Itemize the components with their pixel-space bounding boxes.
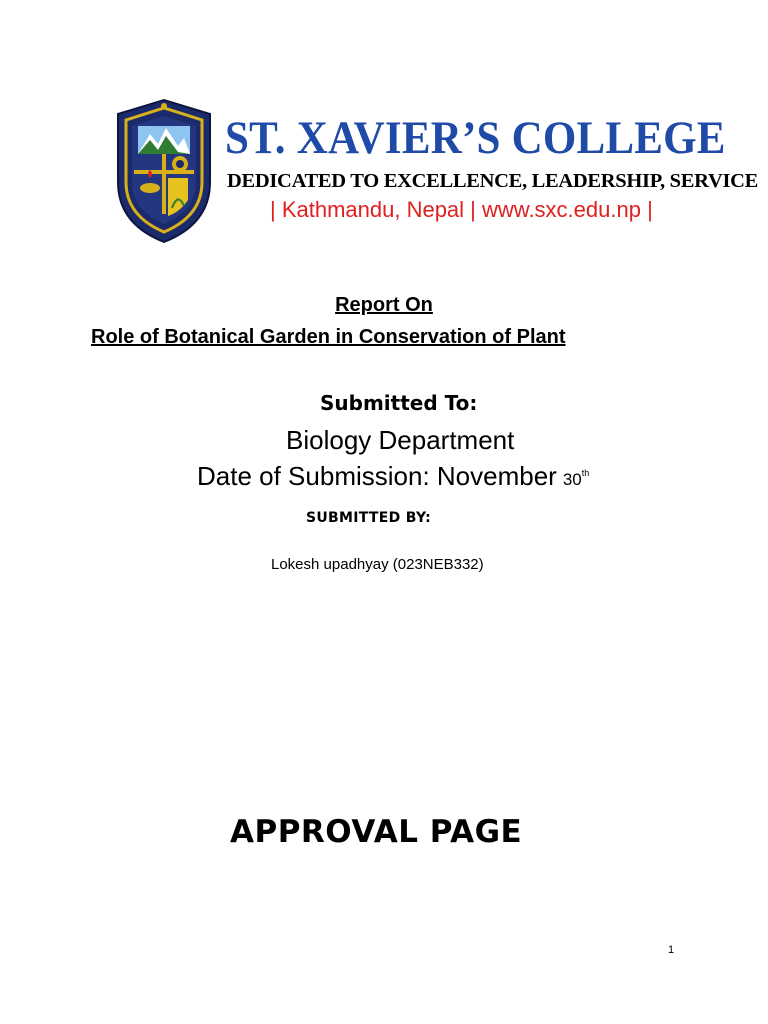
submission-date-day	[563, 470, 589, 489]
report-title: Role of Botanical Garden in Conservation of Plant	[91, 326, 566, 348]
department-name: Biology Department	[286, 425, 515, 455]
submitted-to-label: Submitted To:	[320, 391, 478, 415]
college-crest-icon	[108, 96, 220, 246]
submission-date-day-number: 30	[562, 470, 582, 489]
college-motto: DEDICATED TO EXCELLENCE, LEADERSHIP, SERVICE	[227, 170, 759, 192]
college-name: ST. XAVIER’S COLLEGE	[225, 113, 726, 164]
submission-date-label: Date of Submission: November	[197, 461, 557, 491]
submission-date-suffix: th	[581, 468, 590, 478]
student-name: Lokesh upadhyay (023NEB332)	[271, 556, 484, 573]
college-location: | Kathmandu, Nepal | www.sxc.edu.np |	[270, 197, 653, 222]
submission-date	[197, 461, 589, 492]
report-on-heading: Report On	[335, 294, 433, 316]
submitted-by-label: SUBMITTED BY:	[306, 510, 432, 526]
approval-page-heading: APPROVAL PAGE	[230, 814, 523, 850]
page-number: 1	[668, 944, 675, 956]
